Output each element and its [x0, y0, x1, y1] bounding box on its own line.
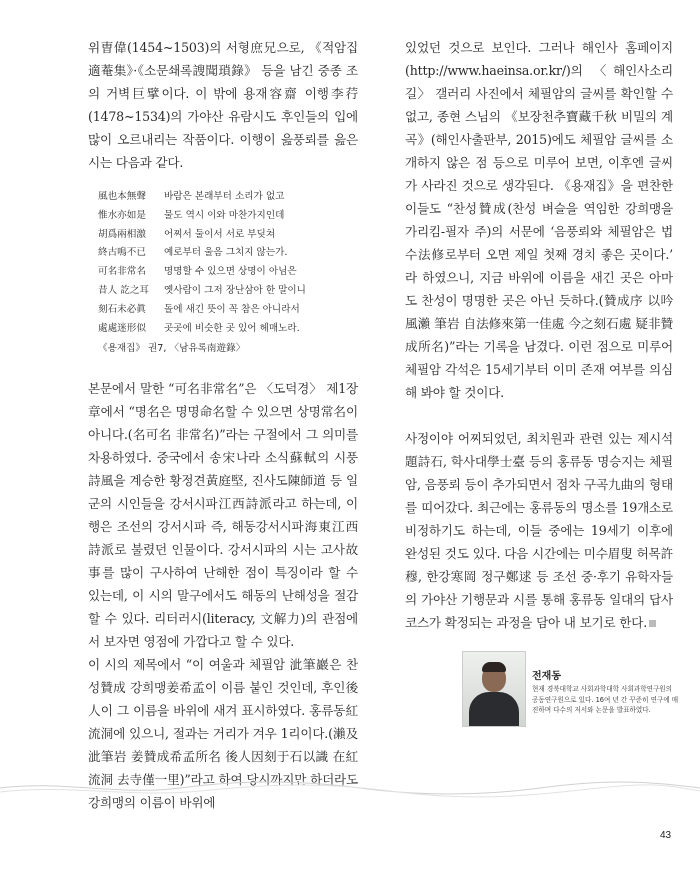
- author-photo: [462, 651, 526, 727]
- right-paragraph-2-text: 사정이야 어찌되었던, 최치원과 관련 있는 제시석題詩石, 학사대學士臺 등의 홍류동 명승지는 체필암, 음풍뢰 등이 추가되면서 점차 구곡九曲의 형태를 띠어갔다. 최근에는 홍류동의 명소를 19개소로 비정하기도 하는데, 이들 중에는 19세기 이후에 완성된 것도 있다. 다음 시간에는 미수眉叟 허목許穆, 한강寒岡 정구鄭逑 등 조선 중·후기 유학자들의 가야산 기행문과 시를 통해 홍류동 일대의 답사 코스가 확정되는 과정을 담아 내 보기로 한다.: [405, 431, 673, 630]
- right-column: [405, 36, 673, 634]
- poem-line: [98, 263, 358, 282]
- poem-line: [98, 301, 358, 320]
- poem-hanja: 昔人 訖之耳: [98, 284, 150, 296]
- poem-line: [98, 244, 358, 263]
- poem-line: [98, 320, 358, 339]
- author-description: 현재 경북대학교 사회과학대학 사회과학연구원의 공동연구원으로 있다. 16여 년 간 꾸준히 연구에 매진하며 다수의 저서와 논문을 발표하였다.: [532, 685, 679, 715]
- page-number: 43: [660, 830, 672, 841]
- poem-block: [98, 188, 358, 359]
- poem-hanja: 風也本無聲: [98, 191, 146, 202]
- poem-line: [98, 207, 358, 226]
- poem-korean: 옛사람이 그저 장난삼아 한 말이니: [164, 284, 306, 296]
- poem-korean: 바람은 본래부터 소리가 없고: [164, 191, 285, 202]
- end-mark-icon: [649, 620, 656, 627]
- poem-hanja: 終古鳴不已: [98, 247, 146, 259]
- poem-source: 《용재집》 권7, 〈남유록南遊錄〉: [98, 343, 246, 355]
- decorative-wave-line: [0, 776, 700, 800]
- poem-korean: 예로부터 울음 그치지 않는가.: [164, 247, 288, 259]
- author-name: 전재동: [532, 671, 561, 682]
- poem-line: [98, 188, 358, 207]
- right-paragraph-1: 있었던 것으로 보인다. 그러나 해인사 홈페이지(http://www.haeinsa.or.kr/)의 〈해인사소리길〉 갤러리 사진에서 체필암의 글씨를 확인할 수 없고, 종현 스님의 《보장천추寶藏千秋 비밀의 계곡》(해인사출판부, 2015)에도 체필암 글씨를 소개하지 않은 점 등으로 미루어 보면, 이후엔 글씨가 사라진 것으로 생각된다. 《용재집》을 편찬한 이들도 “찬성贊成(찬성 벼슬을 역임한 강희맹을 가리킴-필자 주)의 서문에 ‘음풍뢰와 체필암은 법수法修로부터 오면 제일 첫째 경치 좋은 곳이다.’ 라 하였으니, 지금 바위에 이름을 새긴 곳은 아마도 찬성이 명명한 곳은 아닌 듯하다.(贊成序 以吟風瀨 筆岩 自法修來第一佳處 今之刻石處 疑非贊成所名)”라는 기록을 남겼다. 이런 점으로 미루어 체필암 각석은 15세기부터 이미 존재 여부를 의심해 봐야 할 것이다.: [405, 40, 673, 400]
- poem-korean: 어찌서 둘이서 서로 부딪쳐: [164, 228, 276, 240]
- poem-korean: 명명할 수 있으면 상명이 아님은: [164, 266, 297, 278]
- poem-line: [98, 226, 358, 245]
- poem-korean: 돌에 새긴 뜻이 꼭 참은 아니라서: [164, 303, 300, 315]
- body-paragraph-2: 이 시의 제목에서 “이 여울과 체필암 泚筆巖은 찬성贊成 강희맹姜希孟이 이름 붙인 것인데, 후인後人이 그 이름을 바위에 새겨 표시하였다. 홍류동紅流洞에 있으니, 절과는 거리가 겨우 1리이다.(瀨及泚筆岩 姜贊成希孟所名 後人因刻于石以識 在紅流洞 去寺僅一里)”라고 하여 당시까지만 하더라도 강희맹의 이름이 바위에: [88, 657, 358, 811]
- poem-hanja: 刻石未必眞: [98, 303, 146, 315]
- poem-hanja: 處處迷形似: [98, 322, 146, 334]
- poem-korean: 곳곳에 비슷한 곳 있어 헤매노라.: [164, 322, 300, 334]
- poem-korean: 물도 역시 이와 마찬가지인데: [164, 209, 285, 221]
- left-column: [88, 36, 358, 814]
- intro-paragraph: 위曺偉(1454~1503)의 서형庶兄으로, 《적암집適菴集》·《소문쇄록謏聞瑣錄》 등을 남긴 중종 조의 거벽巨擘이다. 이 밖에 용재容齋 이행李荇(1478~1534)의 가야산 유람시도 후인들의 입에 많이 오르내리는 작품이다. 이행이 읊풍뢰를 읊은 시는 다음과 같다.: [88, 40, 358, 170]
- body-paragraph-1: 본문에서 말한 “可名非常名”은 〈도덕경〉 제1장章에서 “명名은 명명命名할 수 있으면 상명常名이 아니다.(名可名 非常名)”라는 구절에서 그 의미를 차용하였다. 중국에서 송宋나라 소식蘇軾의 시풍詩風을 계승한 황정견黃庭堅, 진사도陳師道 등 일군의 시인들을 강서시파江西詩派라고 하는데, 이행은 조선의 강서시파 즉, 해동강서시파海東江西詩派로 불렸던 인물이다. 강서시파의 시는 고사故事를 많이 구사하여 난해한 점이 특징이라 할 수 있는데, 이 시의 말구에서도 해동의 난해성을 절감할 수 있다. 리터러시(literacy, 文解力)의 관점에서 보자면 영점에 가깝다고 할 수 있다.: [88, 381, 358, 650]
- poem-line: [98, 282, 358, 301]
- poem-hanja: 胡爲兩相激: [98, 228, 146, 240]
- poem-hanja: 惟水亦如是: [98, 209, 146, 221]
- poem-hanja: 可名非常名: [98, 266, 146, 278]
- right-paragraph-2: [405, 427, 673, 634]
